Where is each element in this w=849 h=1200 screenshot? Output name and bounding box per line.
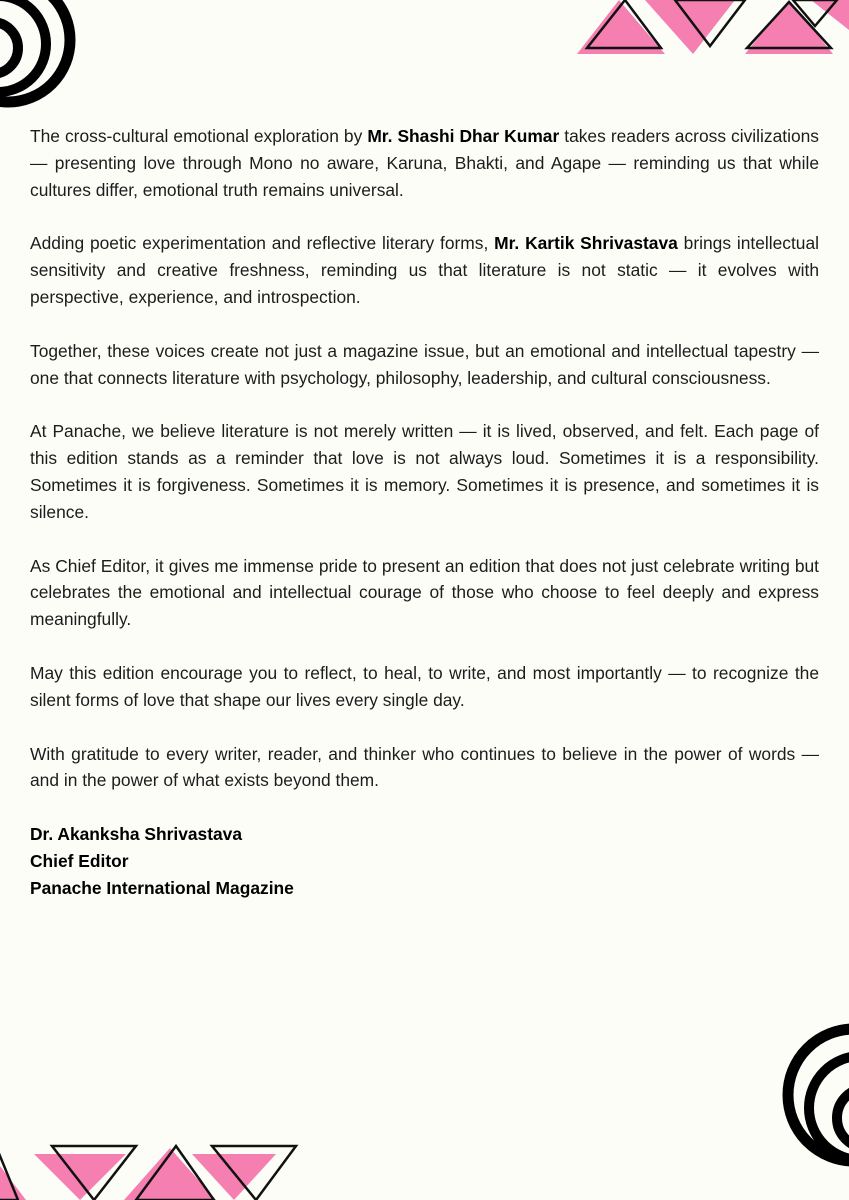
paragraph: Adding poetic experimentation and reflective literary forms, Mr. Kartik Shrivastava brings intellectual sensitivity and creative freshness, reminding us that literature is not static — it evolves with perspective, experience, and introspection. bbox=[30, 233, 820, 307]
circles-decoration-top-left bbox=[0, 0, 80, 125]
signature-name: Dr. Akanksha Shrivastava bbox=[30, 824, 243, 845]
triangles-decoration-bottom-left bbox=[0, 1144, 300, 1200]
contributor-name: Mr. Shashi Dhar Kumar bbox=[367, 126, 560, 146]
paragraph: Together, these voices create not just a magazine issue, but an emotional and intellectual tapestry — one that connects literature with psychology, philosophy, leadership, and cultural consciousness. bbox=[30, 340, 819, 388]
paragraph: May this edition encourage you to reflect, to heal, to write, and most importantly — to recognize the silent forms of love that shape our lives every single day. bbox=[30, 662, 819, 710]
signature-block bbox=[30, 821, 819, 901]
circles-decoration-bottom-right bbox=[779, 1000, 849, 1200]
paragraph: As Chief Editor, it gives me immense pride to present an edition that does not just celebrate writing but celebrates the emotional and intellectual courage of those who choose to feel deeply and express meaningfully. bbox=[30, 555, 819, 630]
signature-role: Chief Editor bbox=[30, 850, 129, 871]
contributor-name: Mr. Kartik Shrivastava bbox=[494, 233, 678, 254]
paragraph: The cross-cultural emotional exploration by Mr. Shashi Dhar Kumar takes readers across civilizations — presenting love through Mono no aware, Karuna, Bhakti, and Agape — reminding us that while cultures differ, emotional truth remains universal. bbox=[30, 126, 819, 200]
paragraph: With gratitude to every writer, reader, and thinker who continues to believe in the power of words — and in the power of what exists beyond them. bbox=[30, 743, 819, 791]
signature-organization: Panache International Magazine bbox=[30, 877, 294, 898]
letter-body bbox=[30, 123, 819, 902]
paragraph: At Panache, we believe literature is not merely written — it is lived, observed, and felt. Each page of this edition stands as a reminder that love is not always loud. Sometimes it is a responsibility. Sometimes it is forgiveness. Sometimes it is memory. Sometimes it is presence, and sometimes it is silence. bbox=[30, 421, 819, 522]
triangles-decoration-top-right bbox=[575, 0, 849, 56]
